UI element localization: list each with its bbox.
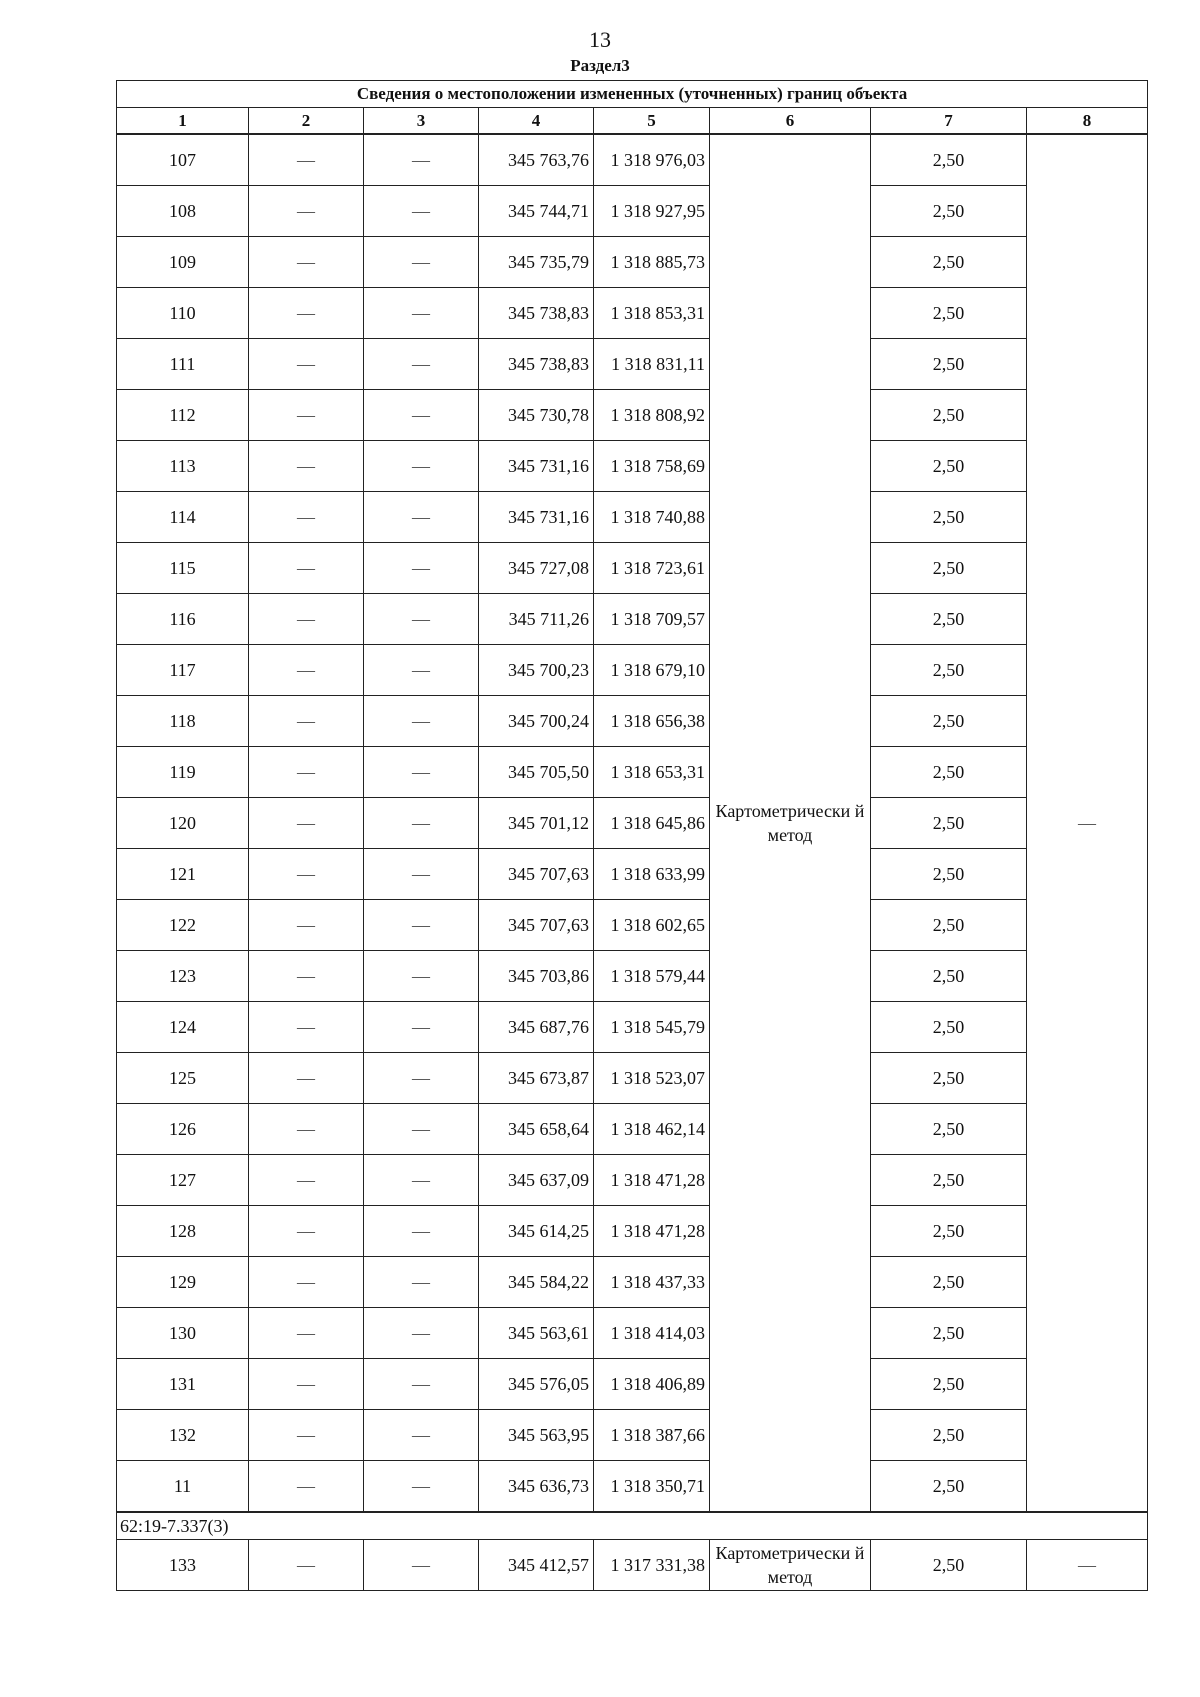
old-x-cell: — <box>249 849 364 900</box>
table-row <box>117 390 1148 441</box>
point-number-cell: 124 <box>117 1002 249 1053</box>
accuracy-cell: 2,50 <box>871 1410 1027 1461</box>
old-x-cell: — <box>249 951 364 1002</box>
point-number-cell: 115 <box>117 543 249 594</box>
old-y-cell: — <box>364 1308 479 1359</box>
old-x-cell: — <box>249 1540 364 1591</box>
y-coordinate-cell: 1 318 387,66 <box>594 1410 710 1461</box>
old-x-cell: — <box>249 594 364 645</box>
x-coordinate-cell: 345 731,16 <box>479 441 594 492</box>
accuracy-cell: 2,50 <box>871 747 1027 798</box>
table-row <box>117 1540 1148 1591</box>
x-coordinate-cell: 345 727,08 <box>479 543 594 594</box>
accuracy-cell: 2,50 <box>871 1104 1027 1155</box>
old-y-cell: — <box>364 186 479 237</box>
y-coordinate-cell: 1 318 545,79 <box>594 1002 710 1053</box>
point-number-cell: 123 <box>117 951 249 1002</box>
x-coordinate-cell: 345 711,26 <box>479 594 594 645</box>
table-row <box>117 849 1148 900</box>
x-coordinate-cell: 345 563,95 <box>479 1410 594 1461</box>
accuracy-cell: 2,50 <box>871 390 1027 441</box>
old-x-cell: — <box>249 390 364 441</box>
accuracy-cell: 2,50 <box>871 849 1027 900</box>
point-number-cell: 122 <box>117 900 249 951</box>
table-caption: Сведения о местоположении измененных (уточненных) границ объекта <box>117 81 1148 108</box>
accuracy-cell: 2,50 <box>871 1155 1027 1206</box>
accuracy-cell: 2,50 <box>871 900 1027 951</box>
old-y-cell: — <box>364 134 479 186</box>
y-coordinate-cell: 1 318 758,69 <box>594 441 710 492</box>
old-x-cell: — <box>249 492 364 543</box>
old-y-cell: — <box>364 747 479 798</box>
x-coordinate-cell: 345 563,61 <box>479 1308 594 1359</box>
y-coordinate-cell: 1 318 414,03 <box>594 1308 710 1359</box>
old-y-cell: — <box>364 1206 479 1257</box>
old-y-cell: — <box>364 951 479 1002</box>
x-coordinate-cell: 345 705,50 <box>479 747 594 798</box>
x-coordinate-cell: 345 658,64 <box>479 1104 594 1155</box>
x-coordinate-cell: 345 730,78 <box>479 390 594 441</box>
x-coordinate-cell: 345 584,22 <box>479 1257 594 1308</box>
old-x-cell: — <box>249 1155 364 1206</box>
table-row <box>117 594 1148 645</box>
old-y-cell: — <box>364 1257 479 1308</box>
y-coordinate-cell: 1 318 808,92 <box>594 390 710 441</box>
column-header-row <box>117 108 1148 135</box>
table-row <box>117 900 1148 951</box>
description-cell: — <box>1027 134 1148 1512</box>
point-number-cell: 113 <box>117 441 249 492</box>
accuracy-cell: 2,50 <box>871 1359 1027 1410</box>
old-x-cell: — <box>249 543 364 594</box>
old-x-cell: — <box>249 288 364 339</box>
old-y-cell: — <box>364 696 479 747</box>
x-coordinate-cell: 345 700,24 <box>479 696 594 747</box>
y-coordinate-cell: 1 318 437,33 <box>594 1257 710 1308</box>
x-coordinate-cell: 345 412,57 <box>479 1540 594 1591</box>
accuracy-cell: 2,50 <box>871 339 1027 390</box>
old-y-cell: — <box>364 543 479 594</box>
column-header: 5 <box>594 108 710 135</box>
x-coordinate-cell: 345 763,76 <box>479 134 594 186</box>
point-number-cell: 129 <box>117 1257 249 1308</box>
old-y-cell: — <box>364 1359 479 1410</box>
y-coordinate-cell: 1 318 645,86 <box>594 798 710 849</box>
accuracy-cell: 2,50 <box>871 1053 1027 1104</box>
old-x-cell: — <box>249 186 364 237</box>
x-coordinate-cell: 345 636,73 <box>479 1461 594 1513</box>
old-y-cell: — <box>364 645 479 696</box>
x-coordinate-cell: 345 735,79 <box>479 237 594 288</box>
accuracy-cell: 2,50 <box>871 1308 1027 1359</box>
old-y-cell: — <box>364 1410 479 1461</box>
accuracy-cell: 2,50 <box>871 1002 1027 1053</box>
accuracy-cell: 2,50 <box>871 134 1027 186</box>
accuracy-cell: 2,50 <box>871 492 1027 543</box>
table-row <box>117 186 1148 237</box>
y-coordinate-cell: 1 318 831,11 <box>594 339 710 390</box>
old-y-cell: — <box>364 288 479 339</box>
old-y-cell: — <box>364 1155 479 1206</box>
point-number-cell: 126 <box>117 1104 249 1155</box>
table-row <box>117 543 1148 594</box>
boundary-table <box>116 80 1148 1591</box>
old-y-cell: — <box>364 1053 479 1104</box>
x-coordinate-cell: 345 738,83 <box>479 339 594 390</box>
section-title: Раздел3 <box>570 56 630 75</box>
x-coordinate-cell: 345 673,87 <box>479 1053 594 1104</box>
y-coordinate-cell: 1 318 885,73 <box>594 237 710 288</box>
x-coordinate-cell: 345 614,25 <box>479 1206 594 1257</box>
table-row <box>117 1053 1148 1104</box>
method-cell: Картометрически й метод <box>710 134 871 1512</box>
table-row <box>117 951 1148 1002</box>
table-row <box>117 1206 1148 1257</box>
point-number-cell: 132 <box>117 1410 249 1461</box>
accuracy-cell: 2,50 <box>871 1257 1027 1308</box>
point-number-cell: 109 <box>117 237 249 288</box>
old-x-cell: — <box>249 1359 364 1410</box>
y-coordinate-cell: 1 318 656,38 <box>594 696 710 747</box>
point-number-cell: 128 <box>117 1206 249 1257</box>
point-number-cell: 125 <box>117 1053 249 1104</box>
point-number-cell: 121 <box>117 849 249 900</box>
column-header: 7 <box>871 108 1027 135</box>
old-y-cell: — <box>364 339 479 390</box>
y-coordinate-cell: 1 318 602,65 <box>594 900 710 951</box>
table-row <box>117 696 1148 747</box>
old-x-cell: — <box>249 1206 364 1257</box>
y-coordinate-cell: 1 318 579,44 <box>594 951 710 1002</box>
accuracy-cell: 2,50 <box>871 1206 1027 1257</box>
y-coordinate-cell: 1 318 653,31 <box>594 747 710 798</box>
column-header: 8 <box>1027 108 1148 135</box>
accuracy-cell: 2,50 <box>871 441 1027 492</box>
y-coordinate-cell: 1 318 471,28 <box>594 1206 710 1257</box>
accuracy-cell: 2,50 <box>871 798 1027 849</box>
table-row <box>117 1104 1148 1155</box>
table-row <box>117 1155 1148 1206</box>
old-y-cell: — <box>364 1002 479 1053</box>
point-number-cell: 133 <box>117 1540 249 1591</box>
old-x-cell: — <box>249 696 364 747</box>
old-y-cell: — <box>364 594 479 645</box>
x-coordinate-cell: 345 701,12 <box>479 798 594 849</box>
accuracy-cell: 2,50 <box>871 288 1027 339</box>
old-x-cell: — <box>249 441 364 492</box>
accuracy-cell: 2,50 <box>871 696 1027 747</box>
old-x-cell: — <box>249 1104 364 1155</box>
table-row <box>117 492 1148 543</box>
old-x-cell: — <box>249 645 364 696</box>
point-number-cell: 117 <box>117 645 249 696</box>
x-coordinate-cell: 345 637,09 <box>479 1155 594 1206</box>
y-coordinate-cell: 1 318 976,03 <box>594 134 710 186</box>
point-number-cell: 11 <box>117 1461 249 1513</box>
y-coordinate-cell: 1 318 927,95 <box>594 186 710 237</box>
y-coordinate-cell: 1 318 633,99 <box>594 849 710 900</box>
old-y-cell: — <box>364 237 479 288</box>
old-x-cell: — <box>249 134 364 186</box>
y-coordinate-cell: 1 318 709,57 <box>594 594 710 645</box>
old-y-cell: — <box>364 798 479 849</box>
description-cell: — <box>1027 1540 1148 1591</box>
point-number-cell: 127 <box>117 1155 249 1206</box>
old-y-cell: — <box>364 849 479 900</box>
y-coordinate-cell: 1 318 740,88 <box>594 492 710 543</box>
point-number-cell: 119 <box>117 747 249 798</box>
table-row <box>117 798 1148 849</box>
accuracy-cell: 2,50 <box>871 543 1027 594</box>
table-row <box>117 134 1148 186</box>
old-y-cell: — <box>364 1461 479 1513</box>
old-x-cell: — <box>249 1002 364 1053</box>
accuracy-cell: 2,50 <box>871 645 1027 696</box>
point-number-cell: 110 <box>117 288 249 339</box>
y-coordinate-cell: 1 318 679,10 <box>594 645 710 696</box>
y-coordinate-cell: 1 318 471,28 <box>594 1155 710 1206</box>
y-coordinate-cell: 1 318 350,71 <box>594 1461 710 1513</box>
table-body <box>117 81 1148 1591</box>
table-row <box>117 747 1148 798</box>
old-y-cell: — <box>364 900 479 951</box>
y-coordinate-cell: 1 318 723,61 <box>594 543 710 594</box>
old-y-cell: — <box>364 441 479 492</box>
column-header: 1 <box>117 108 249 135</box>
x-coordinate-cell: 345 738,83 <box>479 288 594 339</box>
table-row <box>117 339 1148 390</box>
accuracy-cell: 2,50 <box>871 1461 1027 1513</box>
old-x-cell: — <box>249 1257 364 1308</box>
table-row <box>117 441 1148 492</box>
old-x-cell: — <box>249 1308 364 1359</box>
table-row <box>117 1359 1148 1410</box>
point-number-cell: 111 <box>117 339 249 390</box>
x-coordinate-cell: 345 576,05 <box>479 1359 594 1410</box>
old-x-cell: — <box>249 747 364 798</box>
group-row <box>117 1512 1148 1540</box>
old-y-cell: — <box>364 390 479 441</box>
column-header: 2 <box>249 108 364 135</box>
accuracy-cell: 2,50 <box>871 186 1027 237</box>
method-cell: Картометрически й метод <box>710 1540 871 1591</box>
accuracy-cell: 2,50 <box>871 1540 1027 1591</box>
y-coordinate-cell: 1 318 406,89 <box>594 1359 710 1410</box>
x-coordinate-cell: 345 707,63 <box>479 900 594 951</box>
table-row <box>117 1257 1148 1308</box>
point-number-cell: 131 <box>117 1359 249 1410</box>
point-number-cell: 116 <box>117 594 249 645</box>
point-number-cell: 120 <box>117 798 249 849</box>
accuracy-cell: 2,50 <box>871 951 1027 1002</box>
table-row <box>117 288 1148 339</box>
point-number-cell: 114 <box>117 492 249 543</box>
old-x-cell: — <box>249 237 364 288</box>
point-number-cell: 130 <box>117 1308 249 1359</box>
table-row <box>117 237 1148 288</box>
group-label: 62:19-7.337(3) <box>117 1512 1148 1540</box>
page-number: 13 <box>589 27 611 52</box>
column-header: 4 <box>479 108 594 135</box>
accuracy-cell: 2,50 <box>871 594 1027 645</box>
point-number-cell: 108 <box>117 186 249 237</box>
accuracy-cell: 2,50 <box>871 237 1027 288</box>
old-x-cell: — <box>249 1461 364 1513</box>
y-coordinate-cell: 1 318 462,14 <box>594 1104 710 1155</box>
old-x-cell: — <box>249 798 364 849</box>
y-coordinate-cell: 1 318 853,31 <box>594 288 710 339</box>
x-coordinate-cell: 345 731,16 <box>479 492 594 543</box>
table-row <box>117 1410 1148 1461</box>
point-number-cell: 112 <box>117 390 249 441</box>
x-coordinate-cell: 345 707,63 <box>479 849 594 900</box>
x-coordinate-cell: 345 744,71 <box>479 186 594 237</box>
x-coordinate-cell: 345 703,86 <box>479 951 594 1002</box>
table-row <box>117 1308 1148 1359</box>
old-x-cell: — <box>249 339 364 390</box>
column-header: 6 <box>710 108 871 135</box>
x-coordinate-cell: 345 700,23 <box>479 645 594 696</box>
old-y-cell: — <box>364 492 479 543</box>
point-number-cell: 107 <box>117 134 249 186</box>
table-row <box>117 645 1148 696</box>
table-row <box>117 1461 1148 1513</box>
table-row <box>117 1002 1148 1053</box>
old-x-cell: — <box>249 900 364 951</box>
old-y-cell: — <box>364 1540 479 1591</box>
y-coordinate-cell: 1 317 331,38 <box>594 1540 710 1591</box>
old-x-cell: — <box>249 1410 364 1461</box>
x-coordinate-cell: 345 687,76 <box>479 1002 594 1053</box>
column-header: 3 <box>364 108 479 135</box>
y-coordinate-cell: 1 318 523,07 <box>594 1053 710 1104</box>
old-y-cell: — <box>364 1104 479 1155</box>
point-number-cell: 118 <box>117 696 249 747</box>
old-x-cell: — <box>249 1053 364 1104</box>
